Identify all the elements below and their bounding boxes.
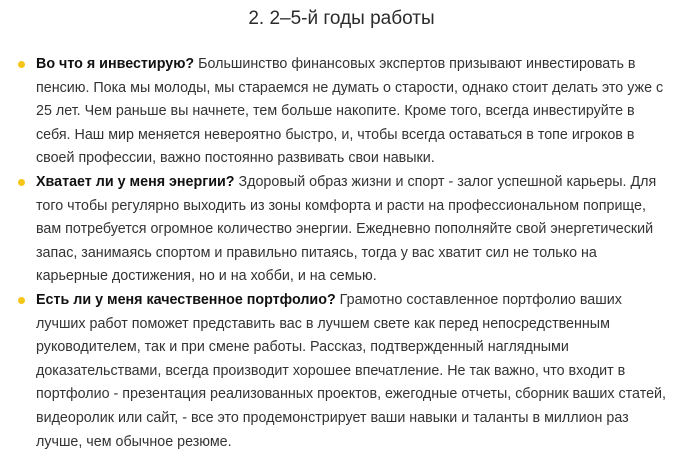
list-item-energy <box>0 171 683 289</box>
item-text: лучше, чем обычное резюме. <box>36 433 232 450</box>
item-text: Грамотно составленное портфолио ваших <box>335 291 622 308</box>
item-text: Большинство финансовых экспертов призывают инвестировать в <box>194 56 636 72</box>
item-text: доказательствами, всегда производит хорошее впечатление. Не так важно, что входит в <box>36 362 626 379</box>
item-text: пенсию. Пока мы молоды, мы стараемся не думать о старости, однако стоит делать это уже с <box>36 79 664 96</box>
item-text: портфолио - презентация реализованных проектов, ежегодные отчеты, сборник ваших статей, <box>36 386 666 403</box>
bullet-icon <box>18 297 25 304</box>
item-lead: Есть ли у меня качественное портфолио? <box>36 291 336 308</box>
item-lead: Хватает ли у меня энергии? <box>36 173 235 190</box>
item-text: своей профессии, важно постоянно развивать свои навыки. <box>36 150 435 167</box>
item-text: того чтобы регулярно выходить из зоны комфорта и расти на профессиональном поприще, <box>36 197 646 214</box>
section-heading: 2. 2–5-й годы работы <box>248 8 435 29</box>
bullet-icon <box>18 179 25 186</box>
item-text: лучших работ поможет представить вас в лучшем свете как перед непосредственным <box>36 315 610 332</box>
item-text: Здоровый образ жизни и спорт - залог успешной карьеры. Для <box>234 173 657 190</box>
item-first-line <box>36 171 669 195</box>
item-first-line <box>36 53 669 77</box>
item-text: руководителем, так и при смене работы. Рассказ, подтвержденный наглядными <box>36 339 569 356</box>
bullet-icon <box>18 61 25 68</box>
item-text: запас, занимаясь спортом и правильно питаясь, тогда у вас хватит сил не только на <box>36 244 597 261</box>
list-item-investing <box>0 53 683 171</box>
item-lead: Во что я инвестирую? <box>36 56 195 72</box>
item-text: 25 лет. Чем раньше вы начнете, тем больше накопите. Кроме того, всегда инвестируйте в <box>36 103 635 120</box>
item-first-line <box>36 289 669 313</box>
item-text: вам потребуется огромное количество энергии. Ежедневно пополняйте свой энергетический <box>36 221 654 238</box>
item-text: себя. Наш мир меняется невероятно быстро, и, чтобы всегда оставаться в топе игроков в <box>36 126 635 143</box>
item-text: видеоролик или сайт, - все это продемонстрирует ваши навыки и таланты в миллион раз <box>36 409 629 426</box>
tips-list <box>0 53 683 454</box>
list-item-portfolio <box>0 289 683 454</box>
item-text: карьерные достижения, но и на хобби, и на семью. <box>36 268 377 285</box>
